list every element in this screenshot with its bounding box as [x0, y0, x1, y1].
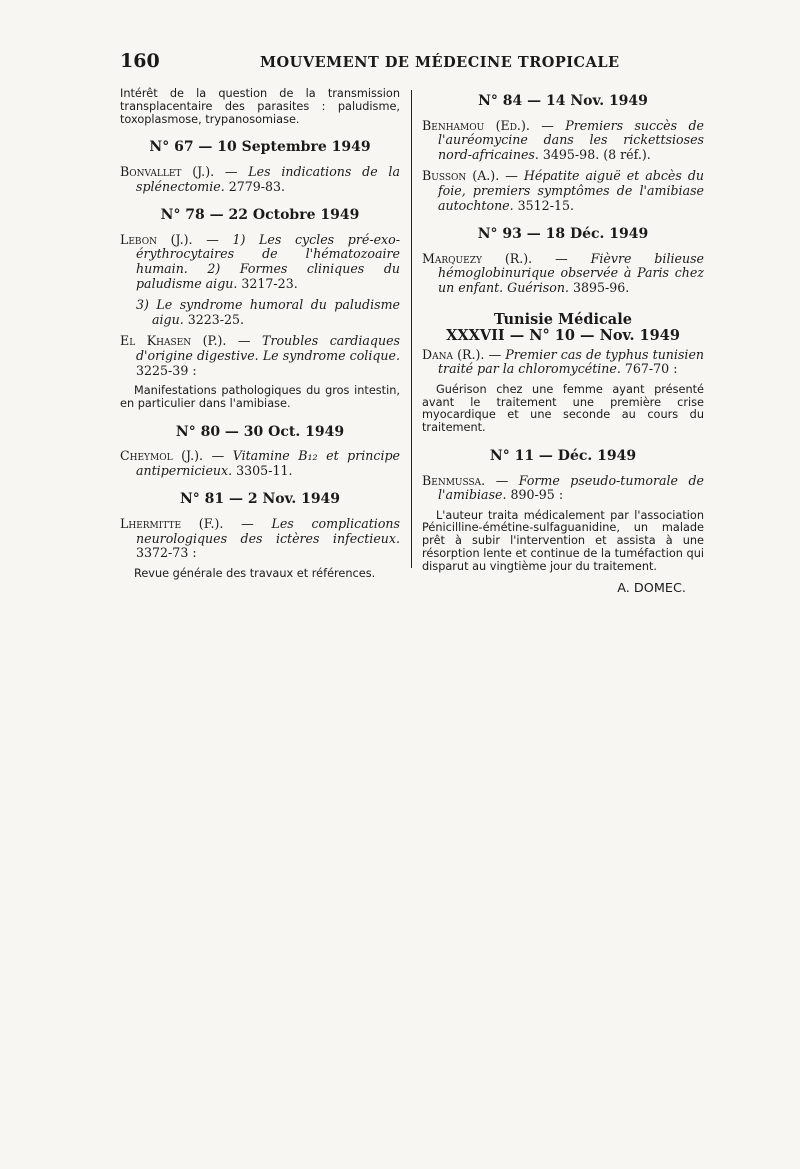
- bibliography-entry: [422, 348, 704, 377]
- entry-summary: Guérison chez une femme ayant présenté avant le traitement une première crise myocardique et une seconde au cours du traitement.: [422, 382, 704, 435]
- entry-title: — Les indications de la splénectomie.: [136, 163, 400, 194]
- running-title: MOUVEMENT DE MÉDECINE TROPICALE: [260, 54, 620, 71]
- page-header: [120, 50, 700, 74]
- entry-title: — Fièvre bilieuse hémoglobinurique observée à Paris chez un enfant. Guérison.: [438, 250, 704, 295]
- journal-name: Tunisie Médicale: [494, 310, 632, 328]
- entry-author: Benmussa.: [422, 472, 486, 488]
- entry-pages: 3512-15.: [513, 197, 574, 213]
- entry-pages: 767-70 :: [620, 361, 678, 377]
- entry-title: — Premiers succès de l'auréomycine dans les rickettsioses nord-africaines.: [438, 117, 704, 162]
- issue-heading: N° 80 — 30 Oct. 1949: [175, 423, 345, 440]
- bibliography-entry: [120, 449, 400, 478]
- entry-title: 3) Le syndrome humoral du paludisme aigu.: [136, 297, 400, 327]
- bibliography-entry: [422, 252, 704, 296]
- bibliography-subentry: [136, 298, 400, 327]
- entry-title: — Forme pseudo-tumorale de l'amibiase.: [438, 472, 704, 503]
- entry-pages: 3223-25.: [183, 311, 245, 327]
- continued-summary: Intérêt de la question de la transmission transplacentaire des parasites : paludisme, toxoplasmose, trypanosomiase.: [120, 87, 400, 126]
- entry-title: — Hépatite aiguë et abcès du foie, premiers symptômes de l'amibiase autochtone.: [438, 168, 704, 213]
- column-divider: [411, 90, 412, 568]
- entry-pages: 3217-23.: [237, 275, 298, 291]
- issue-heading: N° 67 — 10 Septembre 1949: [149, 139, 371, 156]
- entry-title-2: 2) Formes cliniques du paludisme aigu.: [136, 260, 400, 291]
- left-column: [120, 88, 400, 589]
- issue-heading: N° 11 — Déc. 1949: [489, 447, 637, 464]
- entry-pages: 3495-98. (8 réf.).: [538, 146, 651, 162]
- entry-pages: 890-95 :: [506, 487, 564, 503]
- issue-heading: N° 84 — 14 Nov. 1949: [478, 93, 648, 109]
- entry-pages: 2779-83.: [224, 178, 286, 194]
- entry-pages: 3895-96.: [568, 279, 630, 295]
- entry-summary: Revue générale des travaux et références.: [134, 566, 376, 580]
- signature: A. DOMEC.: [617, 580, 686, 596]
- bibliography-entry: [120, 165, 400, 194]
- entry-title: — Vitamine B₁₂ et principe antipernicieux.: [136, 448, 400, 478]
- entry-author: Dana (R.).: [422, 346, 485, 362]
- entry-author: Cheymol (J.).: [120, 448, 204, 464]
- bibliography-entry: [120, 334, 400, 378]
- bibliography-entry: [422, 119, 704, 163]
- bibliography-entry: [422, 169, 704, 213]
- entry-author: Lebon (J.).: [120, 231, 193, 247]
- entry-author: Lhermitte (F.).: [120, 516, 224, 532]
- entry-author: Bonvallet (J.).: [120, 163, 215, 179]
- entry-title: — Troubles cardiaques d'origine digestive. Le syndrome colique.: [136, 333, 400, 363]
- entry-author: Marquezy (R.).: [422, 250, 533, 266]
- journal-issue: XXXVII — N° 10 — Nov. 1949: [446, 326, 680, 344]
- issue-heading: N° 93 — 18 Déc. 1949: [477, 226, 649, 243]
- page-number: 160: [120, 50, 160, 72]
- entry-summary: Manifestations pathologiques du gros intestin, en particulier dans l'amibiase.: [120, 384, 400, 410]
- entry-summary: L'auteur traita médicalement par l'association Pénicilline-émétine-sulfaguanidine, un malade prêt à subir l'intervention et assista à une résorption lente et continue de la tuméfaction qui disparut au vingtième jour du traitement.: [422, 508, 704, 573]
- issue-heading: N° 78 — 22 Octobre 1949: [160, 207, 360, 224]
- entry-pages: 3305-11.: [232, 462, 293, 478]
- bibliography-entry: [422, 474, 704, 503]
- entry-author: Busson (A.).: [422, 168, 500, 184]
- entry-pages: 3225-39 :: [136, 362, 197, 378]
- entry-author: El Khasen (P.).: [120, 333, 227, 349]
- bibliography-entry: [120, 517, 400, 561]
- right-column: [422, 88, 704, 596]
- journal-heading: [422, 312, 704, 344]
- entry-author: Benhamou (Ed.).: [422, 117, 530, 133]
- entry-title: — Les complications neurologiques des ictères infectieux.: [136, 516, 400, 546]
- bibliography-entry: [120, 233, 400, 291]
- entry-title: — 1) Les cycles pré-exo-érythrocytaires de l'hématozoaire humain.: [136, 231, 400, 276]
- issue-heading: N° 81 — 2 Nov. 1949: [179, 491, 341, 508]
- entry-title: — Premier cas de typhus tunisien traité par la chloromycétine.: [438, 346, 705, 377]
- entry-pages: 3372-73 :: [136, 545, 197, 561]
